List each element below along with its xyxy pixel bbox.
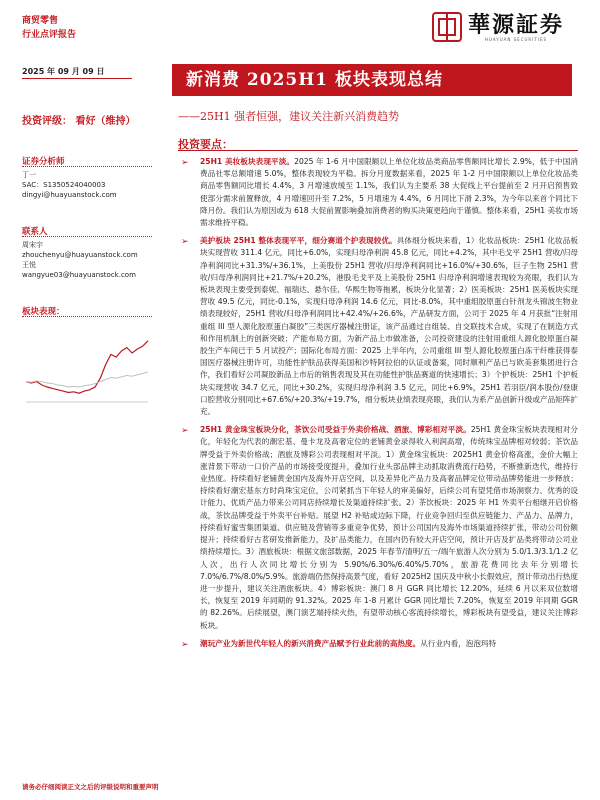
contact-divider (22, 236, 152, 237)
analyst-heading: 证券分析师 (22, 157, 65, 167)
key-point-lead: 美护板块 25H1 整体表现平平，细分赛道个护表现较优。 (200, 236, 397, 246)
logo-seal-icon (432, 12, 462, 42)
arrow-bullet-icon: ➢ (181, 237, 189, 248)
chart-series-line-2 (26, 372, 148, 387)
key-point-2 (178, 235, 578, 418)
investment-rating: 投资评级： 看好（维持） (22, 116, 136, 127)
contact-email-1[interactable]: zhouchenyu@huayuanstock.com (22, 251, 138, 259)
logo-subtitle: HUAYUAN SECURITIES (484, 36, 548, 42)
key-point-1 (178, 156, 578, 229)
sector-performance-chart (22, 330, 152, 410)
key-point-lead: 潮玩产业为新世代年轻人的新兴消费产品赋予行业此前的高热度。 (200, 638, 421, 648)
report-date: 2025 年 09 月 09 日 (22, 67, 105, 76)
contact-name-2: 王悦 (22, 261, 36, 269)
contact-heading: 联系人 (22, 227, 48, 237)
logo-name: 華源証券 (467, 11, 564, 38)
key-point-3 (178, 424, 578, 631)
analyst-name: 丁一 (22, 171, 36, 179)
chart-divider (22, 316, 152, 317)
key-point-lead: 25H1 黄金珠宝板块分化，茶饮公司受益于外卖价格战、酒旅、博彩相对平淡。 (200, 425, 471, 435)
brand-logo (432, 12, 564, 42)
page-title: 新消费 2025H1 板块表现总结 (172, 64, 572, 96)
analyst-email[interactable]: dingyi@huayuanstock.com (22, 191, 117, 199)
chart-heading: 板块表现： (22, 307, 65, 317)
key-point-4 (178, 638, 578, 650)
arrow-bullet-icon: ➢ (181, 639, 189, 650)
contact-email-2[interactable]: wangyue03@huayuanstock.com (22, 271, 136, 279)
key-points-divider (178, 150, 578, 151)
report-type-label: 行业点评报告 (22, 30, 77, 40)
key-points-body (178, 156, 578, 656)
analyst-sac: SAC：S1350524040003 (22, 181, 106, 189)
date-divider (22, 78, 132, 79)
report-category (22, 14, 76, 42)
key-point-text: 2025 年 1-6 月中国限额以上单位化妆品类商品零售额同比增长 2.9%，低于中国消费品社零总额增速 5.0%，整体表现较为平稳。拆分月度数据来看，2025 年 1-2 月中国限额以上单位化妆品类商品零售额同比增长 4.4%，3 月增速放缓至 1.1%，我们认为主要系 38 大促线上平台提前至 2 月开启预售致使部分需求前置释放，4 月增速回升至 7.2%，5 月增速为 4.4%，6 月同比下滑 2.3%，为今年以来首个同比下降月份。我们认为原因或为 618 大促前置影响叠加消费者的购买决策更趋向于谨慎。整体来看，25H1 美妆市场需求维持平稳。 (200, 157, 578, 228)
key-point-lead: 25H1 美妆板块表现平淡。 (200, 157, 295, 166)
report-subtitle: ——25H1 强者恒强，建议关注新兴消费趋势 (178, 110, 400, 123)
contact-info (22, 240, 138, 280)
arrow-bullet-icon: ➢ (181, 426, 189, 437)
analyst-divider (22, 166, 152, 167)
category-label: 商贸零售 (22, 16, 59, 26)
key-points-heading: 投资要点： (178, 138, 233, 151)
key-point-text: 具体细分板块来看，1）化妆品板块：25H1 化妆品板块实现营收 311.4 亿元，同比+6.0%，实现归母净利润 45.8 亿元，同比+4.2%，其中毛戈平 25H1 营收/归母净利润同比+31.3%/+36.1%，上美股份 25H1 营收/归母净利润同比+16.0%/+30.6%，巨子生物 25H1 营收/归母净利润同比+21.7%/+20.2%，港股毛戈平及上美股份 25H1 归母净利润增速表现较为亮眼，我们认为板块表现主要受到泰妮、福瑞达、悬尔佳、华熙生物等拖累，板块分化显著；2）医美板块：25H1 医美板块实现营收 49.5 亿元，同比-0.1%，实现归母净利润 14.6 亿元，同比-8.0%，其中重组胶原蛋白针剂龙头锦波生物业绩表现较好，25H1 营收/归母净利润同比+42.4%/+26.6%，产品研发方面，公司于 2025 年 4 月获批“注射用重组 III 型人源化胶原蛋白凝胶”三类医疗器械注册证，该产品通过自组装、自交联技术合成，实现了在制造方式和作用机制上的创新突破；产能布局方面，为新产品上市做准备，公司投资建设的注射用重组人源化胶原蛋白凝胶生产车间已于 5 月试投产；国际化布局方面：2025 上半年内，公司重组 III 型人源化胶原蛋白冻干纤维获得泰国医疗器械注册许可，功能性护肤品获得美国和沙特阿拉伯的认证或备案，同时顺利产品已与欧美套集团进行合作，我们看好公司凝胶新品上市后的销售表现及其在功能性护肤品赛道的快速增长；3）个护板块：25H1 个护板块实现营收 34.7 亿元，同比+30.2%，实现归母净利润 3.5 亿元，同比+6.9%，25H1 若羽臣/润本股份/登康口腔营收分别同比+67.6%/+20.3%/+19.7%，细分板块业绩表现亮眼，我们认为系产品创新升级或产品矩阵扩充。 (200, 236, 578, 417)
disclaimer-footer: 请务必仔细阅读正文之后的评级说明和重要声明 (22, 783, 159, 791)
key-point-text: 从行业内看，泡泡玛特 (420, 638, 497, 648)
analyst-info (22, 170, 117, 200)
key-point-text: 25H1 黄金珠宝板块表现相对分化，年轻化为代表的潮宏基、曼卡龙及高奢定位的老铺黄金录得收入利润高增，传统珠宝品牌相对较弱；茶饮品牌受益于外卖价格战；酒旅及博彩公司表现相对平淡。1）黄金珠宝板块：2025H1 黄金价格高涨，金价大幅上涨背景下带动一口价产品的市场接受度提升，叠加行业头部品牌主动抓取消费流行趋势，不断推新迭代，维持行业热度。持续看好老铺黄金国内及海外开店空间，以及差异化产品力及高奢品牌定位带动品牌势能进一步释放；持续看好潮宏基东方时尚珠宝定位，公司紧抓当下年轻人的审美偏好，后续公司有望凭借市场洞察力、优秀的设计能力、优质产品力带来公司同店持续增长及渠道持续扩张。2）茶饮板块：2025 年 H1 外卖平台相继开启价格战，茶饮品牌受益于外卖平台补贴。展望 H2 补贴或边际下降，行业竞争回归至供应链能力、产品力、品牌力，持续看好蜜雪集团渠道、供应链及营销等多重竞争优势，预计公司国内及海外市场渠道持续扩张，带动公司份额提升；持续看好古茗研发推新能力，及扩品类能力，在国内仍有较大开店空间，预计开店及扩品类将带动公司业绩持续增长。3）酒旅板块：根据文旅部数据，2025 年春节/清明/五一/端午旅游人次分别为 5.0/1.3/3.1/1.2 亿人次，出行人次同比增长分别为 5.90%/6.30%/6.40%/5.70%，旅游花费同比去年分别增长 7.0%/6.7%/8.0%/5.9%。旅游端仍然保持高景气度，看好 2025H2 国庆及中秋小长假效应，预计带动出行热度进一步提升，建议关注酒旅板块。4）博彩板块：澳门 8 月 GGR 同比增长 12.20%，延续 6 月以来双位数增长，恢复至 2019 年同期的 91.32%。2025 年 1-8 月累计 GGR 同比增长 7.20%，恢复至 2019 年同期 GGR 的 82.26%。后续展望，澳门演艺端持续火热，有望带动核心客流持续增长，博彩板块有望受益，建议关注博彩板块。 (200, 425, 578, 630)
contact-name-1: 周宋宇 (22, 241, 43, 249)
arrow-bullet-icon: ➢ (181, 158, 189, 168)
